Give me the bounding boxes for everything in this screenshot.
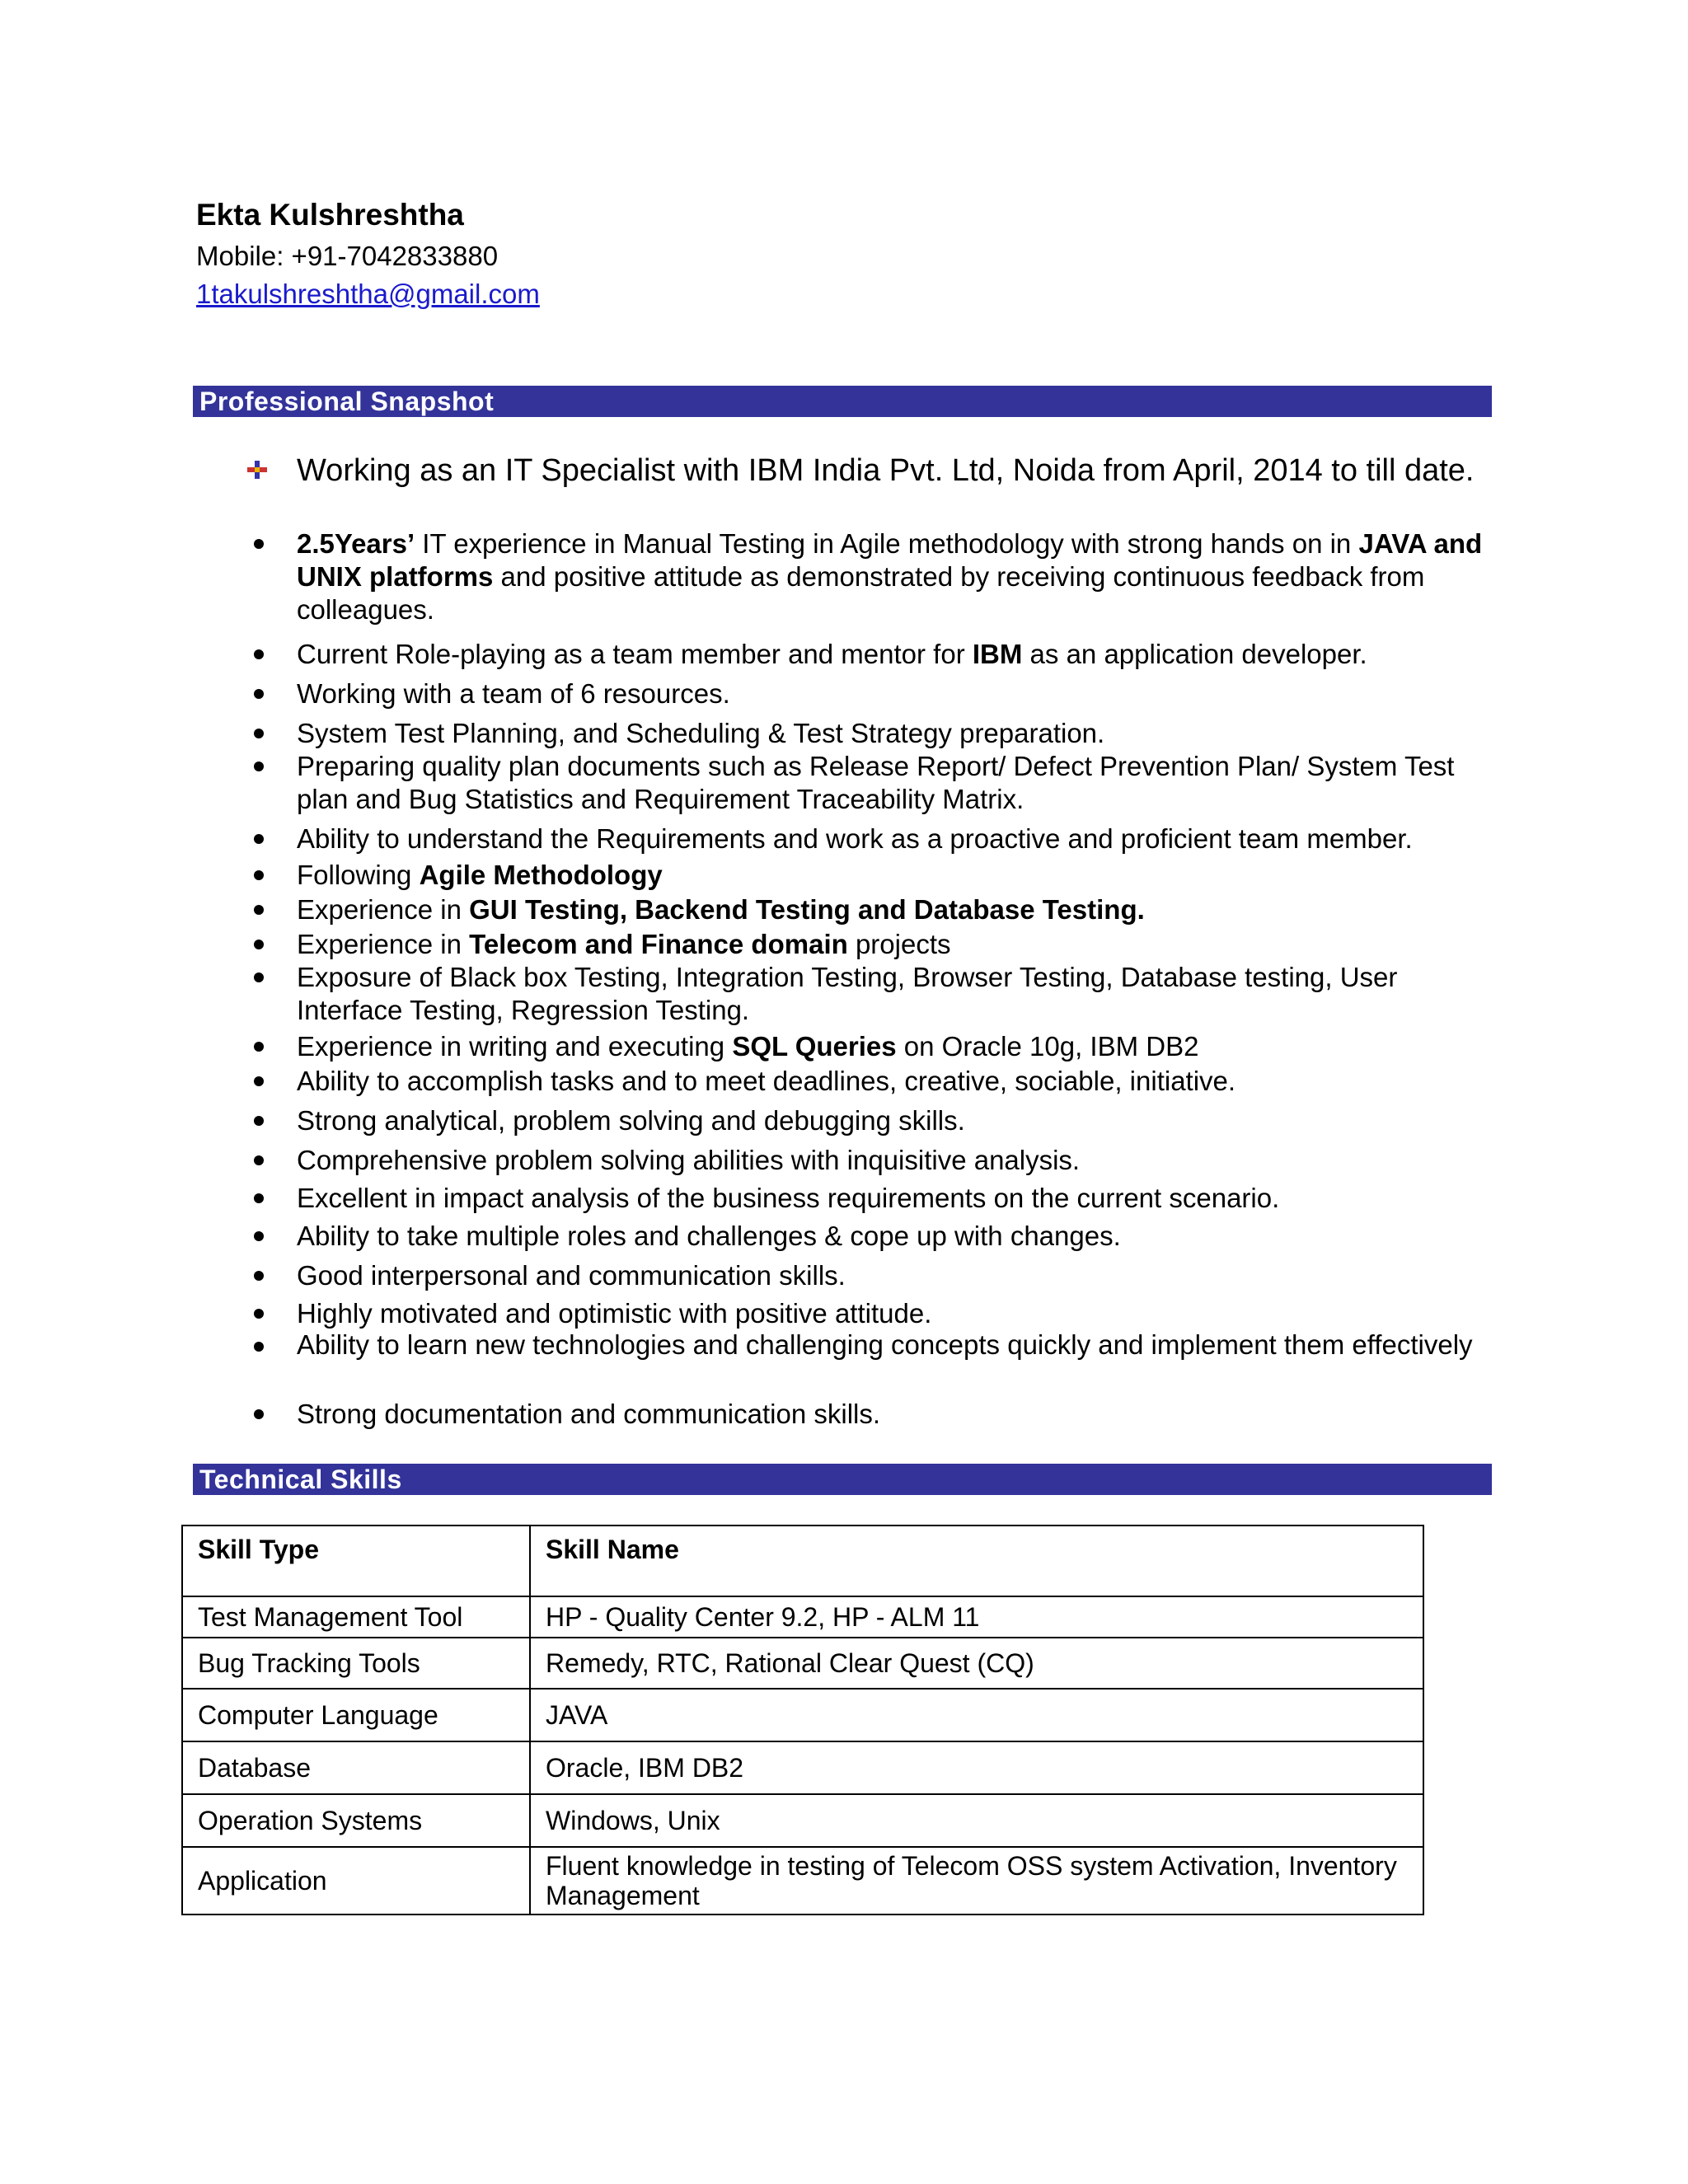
table-row: [182, 1638, 1423, 1689]
list-item: [297, 638, 1492, 671]
bullet-dot-icon: [254, 1076, 264, 1086]
text: Highly motivated and optimistic with positive attitude.: [297, 1298, 932, 1329]
table-cell: Fluent knowledge in testing of Telecom OSS system Activation, Inventory Management: [530, 1847, 1423, 1915]
candidate-name: Ekta Kulshreshtha: [196, 198, 464, 232]
text: Strong analytical, problem solving and debugging skills.: [297, 1105, 965, 1136]
bullet-dot-icon: [254, 1116, 264, 1126]
list-item: [297, 1297, 1492, 1330]
bullet-dot-icon: [254, 729, 264, 738]
list-item: [297, 452, 1492, 490]
text: Exposure of Black box Testing, Integration Testing, Browser Testing, Database testing, User Interface Testing, Regression Testing.: [297, 962, 1398, 1025]
list-item: [297, 893, 1492, 926]
text: Experience in: [297, 894, 470, 925]
text: Strong documentation and communication skills.: [297, 1399, 881, 1429]
bullet-dot-icon: [254, 1231, 264, 1241]
bold-text: Telecom and Finance domain: [469, 929, 848, 959]
list-item: [297, 1144, 1492, 1177]
bold-text: 2.5Years’: [297, 528, 415, 559]
bullet-dot-icon: [254, 689, 264, 699]
text: Ability to take multiple roles and challenges & cope up with changes.: [297, 1221, 1121, 1251]
text: and positive attitude as demonstrated by receiving continuous feedback from colleagues.: [297, 561, 1425, 625]
table-cell: Windows, Unix: [530, 1794, 1423, 1847]
text: on Oracle 10g, IBM DB2: [896, 1031, 1199, 1062]
list-item: [297, 859, 1492, 892]
bullet-dot-icon: [254, 972, 264, 982]
table-cell: HP - Quality Center 9.2, HP - ALM 11: [530, 1596, 1423, 1638]
list-item: [297, 750, 1492, 816]
bullet-dot-icon: [254, 649, 264, 659]
list-item: [297, 1065, 1492, 1098]
section-header-professional-snapshot: Professional Snapshot: [193, 386, 1492, 417]
bullet-dot-icon: [254, 1342, 264, 1352]
table-cell: Bug Tracking Tools: [182, 1638, 530, 1689]
text: Comprehensive problem solving abilities with inquisitive analysis.: [297, 1145, 1081, 1175]
bullet-dot-icon: [254, 1271, 264, 1281]
technical-skills-table: [181, 1525, 1424, 1915]
text: Ability to accomplish tasks and to meet deadlines, creative, sociable, initiative.: [297, 1066, 1236, 1096]
text: Excellent in impact analysis of the business requirements on the current scenario.: [297, 1183, 1280, 1213]
column-header-skill-type: Skill Type: [182, 1526, 530, 1596]
text: System Test Planning, and Scheduling & Test Strategy preparation.: [297, 718, 1105, 748]
bullet-dot-icon: [254, 1193, 264, 1203]
text: Following: [297, 860, 420, 890]
list-item: [297, 928, 1492, 961]
list-item: [297, 1182, 1492, 1215]
mobile-number: Mobile: +91-7042833880: [196, 241, 499, 271]
table-cell: Application: [182, 1847, 530, 1915]
bold-text: IBM: [972, 639, 1023, 669]
bullet-dot-icon: [254, 905, 264, 915]
list-item: [297, 677, 1492, 710]
table-cell: Test Management Tool: [182, 1596, 530, 1638]
table-cell: Computer Language: [182, 1689, 530, 1741]
table-row: [182, 1794, 1423, 1847]
text: projects: [847, 929, 951, 959]
list-item: [297, 1220, 1492, 1253]
list-item: [297, 823, 1492, 855]
bold-text: GUI Testing, Backend Testing and Database Testing.: [469, 894, 1145, 925]
list-item: [297, 1398, 1492, 1431]
bullet-dot-icon: [254, 1309, 264, 1319]
text: IT experience in Manual Testing in Agile methodology with strong hands on in: [415, 528, 1359, 559]
table-header-row: [182, 1526, 1423, 1596]
bullet-dot-icon: [254, 834, 264, 844]
snapshot-text: Working as an IT Specialist with IBM India Pvt. Ltd, Noida from April, 2014 to till date.: [297, 453, 1475, 488]
list-item: [297, 1330, 1492, 1360]
table-cell: Database: [182, 1741, 530, 1794]
bold-text: JAVA and UNIX platforms: [297, 528, 1483, 592]
text: Experience in: [297, 929, 470, 959]
list-item: [297, 717, 1492, 750]
text: Current Role-playing as a team member and mentor for: [297, 639, 973, 669]
bold-text: Agile Methodology: [419, 860, 663, 890]
table-row: [182, 1596, 1423, 1638]
table-cell: Operation Systems: [182, 1794, 530, 1847]
text: Ability to learn new technologies and challenging concepts quickly and implement them effectively: [297, 1329, 1473, 1360]
bullet-dot-icon: [254, 1409, 264, 1419]
bullet-dot-icon: [254, 539, 264, 549]
text: Preparing quality plan documents such as Release Report/ Defect Prevention Plan/ System Test plan and Bug Statistics and Requirement Traceability Matrix.: [297, 751, 1455, 814]
table-row: [182, 1689, 1423, 1741]
bullet-dot-icon: [254, 940, 264, 949]
arrow-bullet-icon: [246, 458, 269, 481]
bold-text: SQL Queries: [732, 1031, 897, 1062]
email-link[interactable]: 1takulshreshtha@gmail.com: [196, 279, 540, 309]
section-header-technical-skills: Technical Skills: [193, 1464, 1492, 1495]
list-item: [297, 1104, 1492, 1137]
table-cell: Remedy, RTC, Rational Clear Quest (CQ): [530, 1638, 1423, 1689]
column-header-skill-name: Skill Name: [530, 1526, 1423, 1596]
text: Ability to understand the Requirements and work as a proactive and proficient team member.: [297, 823, 1413, 854]
bullet-dot-icon: [254, 1155, 264, 1165]
text: Good interpersonal and communication skills.: [297, 1260, 846, 1291]
list-item: [297, 527, 1492, 626]
bullet-dot-icon: [254, 1042, 264, 1052]
bullet-dot-icon: [254, 762, 264, 771]
list-item: [297, 1259, 1492, 1292]
table-row: [182, 1741, 1423, 1794]
list-item: [297, 961, 1492, 1027]
text: Working with a team of 6 resources.: [297, 678, 730, 709]
text: as an application developer.: [1022, 639, 1367, 669]
list-item: [297, 1030, 1492, 1063]
table-cell: Oracle, IBM DB2: [530, 1741, 1423, 1794]
table-cell: JAVA: [530, 1689, 1423, 1741]
table-row: [182, 1847, 1423, 1915]
bullet-dot-icon: [254, 870, 264, 880]
text: Experience in writing and executing: [297, 1031, 733, 1062]
